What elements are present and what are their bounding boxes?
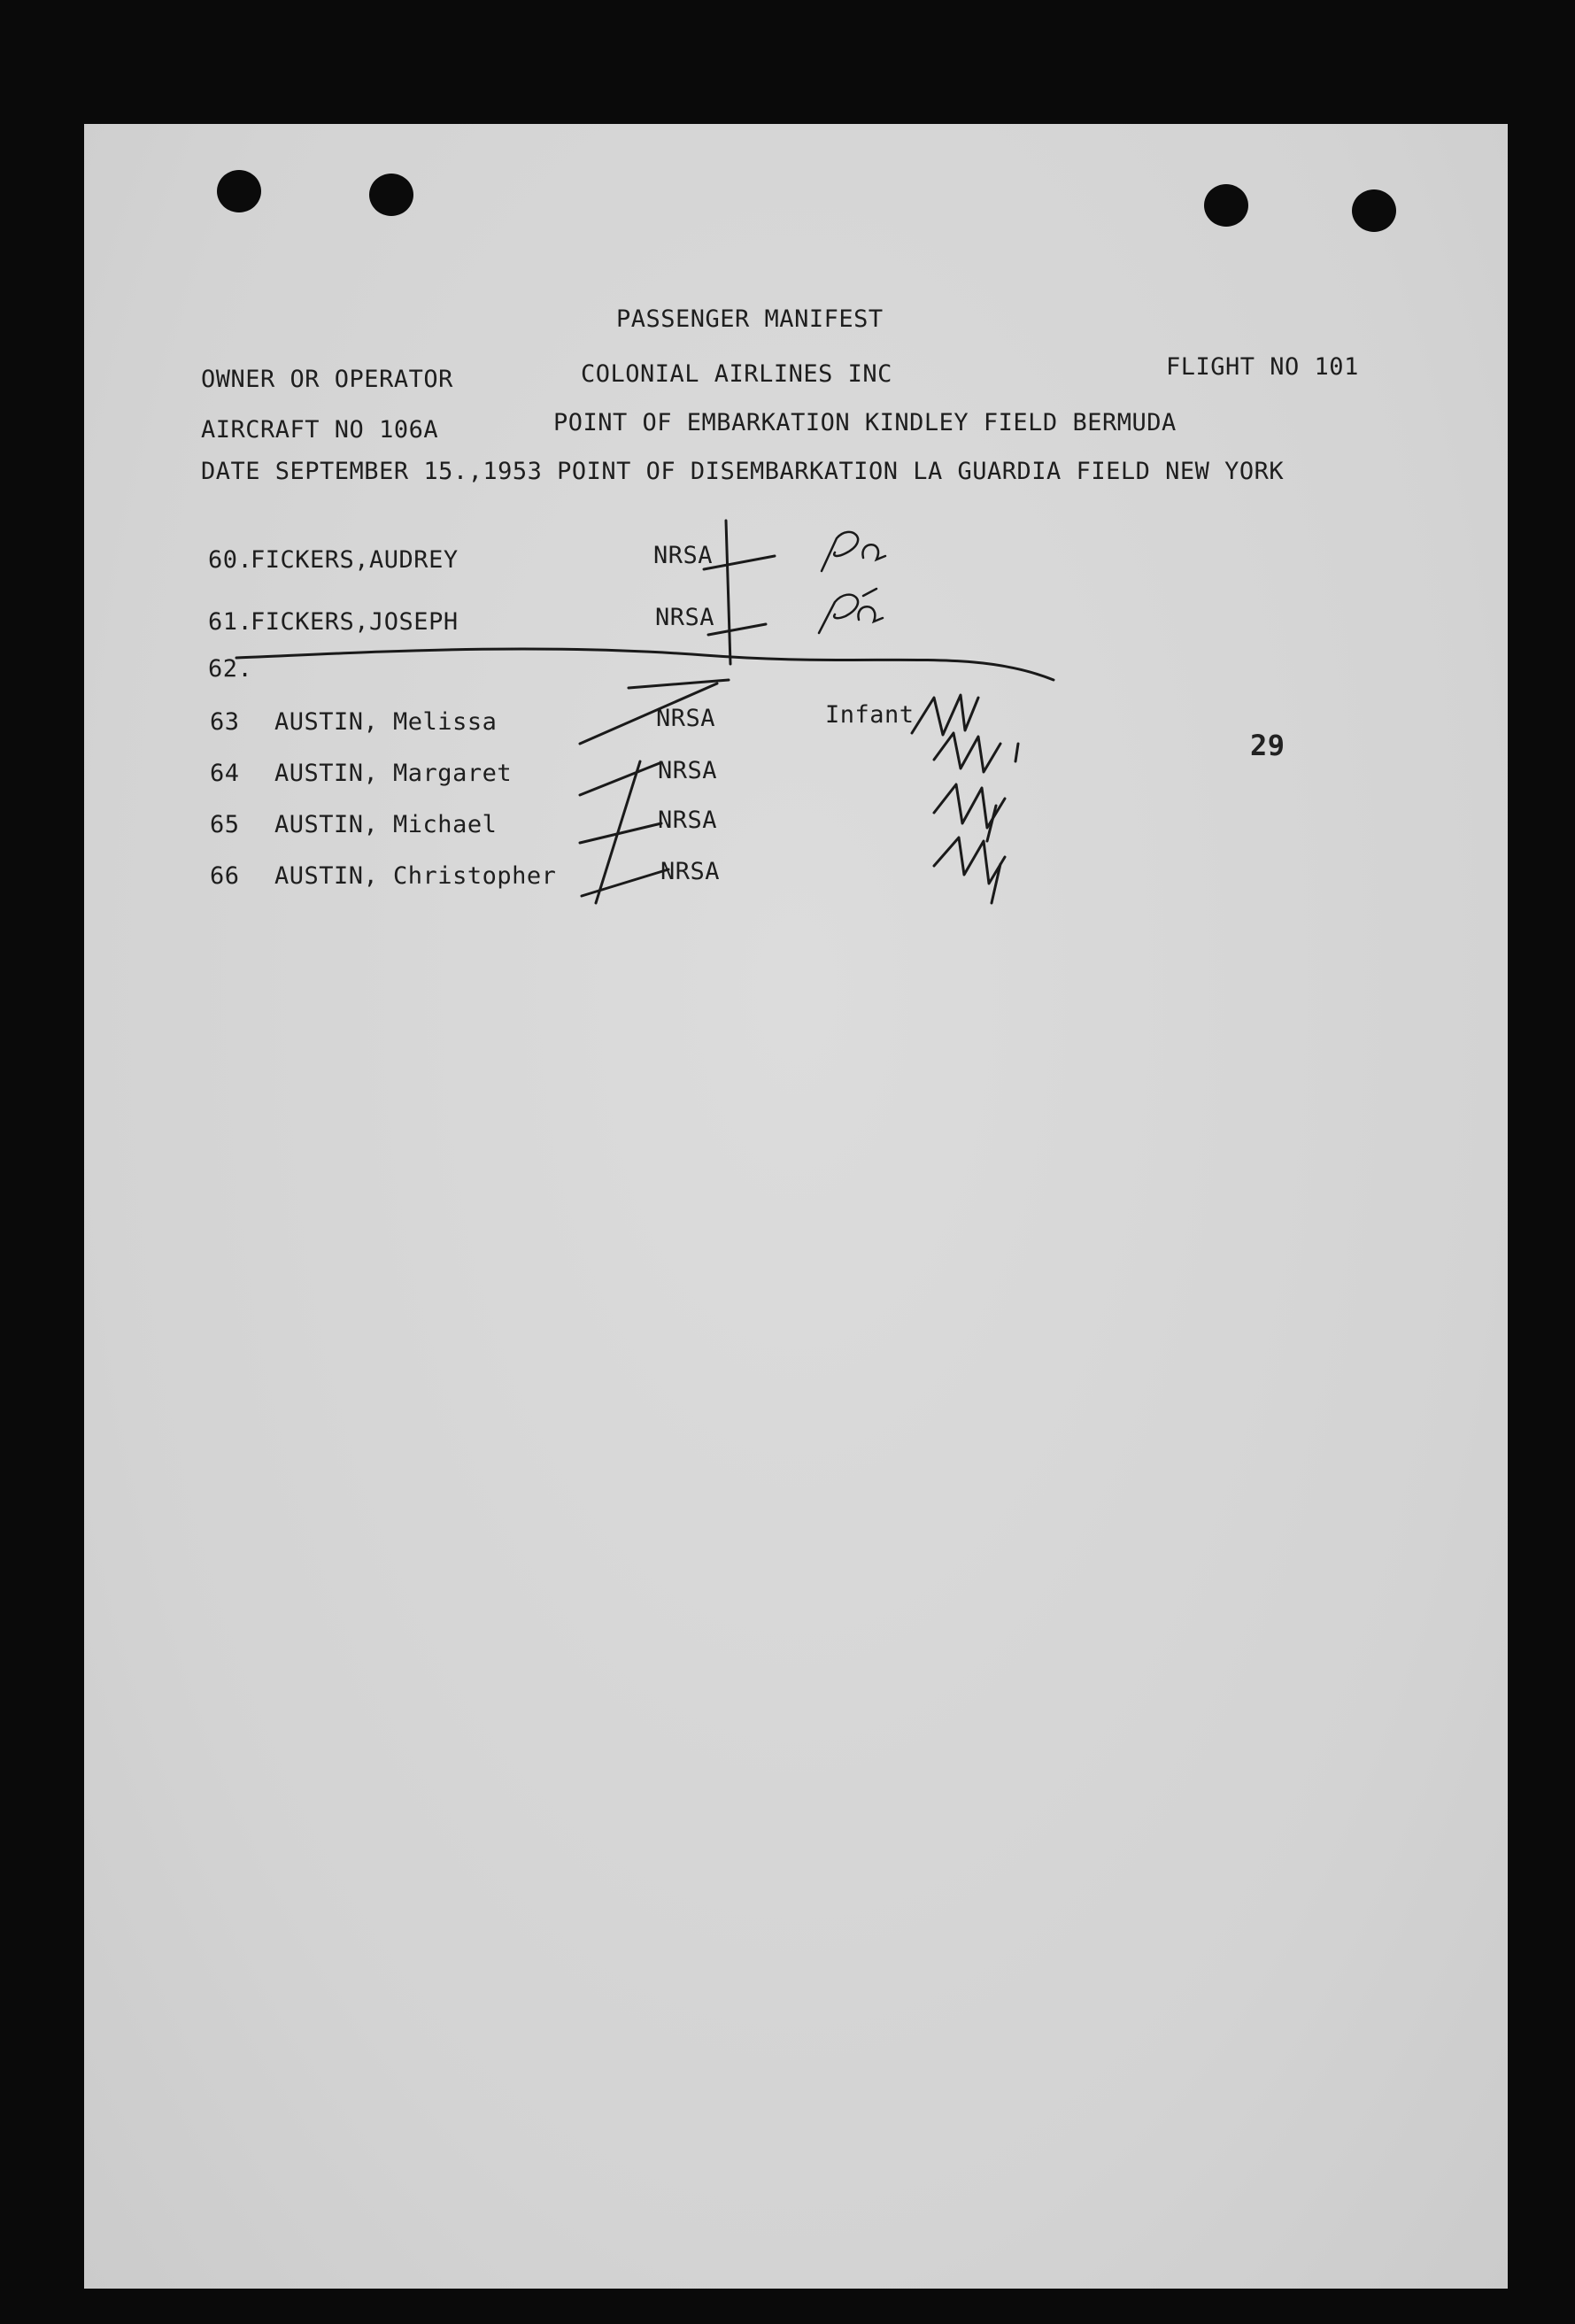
entry-num: 60. — [208, 546, 253, 574]
entry-status: NRSA — [658, 807, 718, 834]
page-number: 29 — [1250, 729, 1285, 762]
entry-name: AUSTIN, Melissa — [274, 708, 498, 736]
owner-value: COLONIAL AIRLINES INC — [581, 360, 892, 388]
manifest-page — [84, 124, 1508, 2289]
entry-name: AUSTIN, Christopher — [274, 862, 557, 890]
strike-line — [236, 649, 1054, 680]
entry-status: NRSA — [655, 604, 715, 631]
entry-num: 65 — [210, 811, 240, 838]
manifest-title: PASSENGER MANIFEST — [616, 305, 884, 333]
check-mark — [726, 521, 730, 664]
entry-note: Infant — [825, 701, 915, 729]
entry-name: FICKERS,AUDREY — [251, 546, 459, 574]
entry-num: 64 — [210, 760, 240, 787]
flight-number: FLIGHT NO 101 — [1166, 353, 1359, 381]
entry-num: 61. — [208, 608, 253, 636]
entry-name: AUSTIN, Michael — [274, 811, 498, 838]
aircraft-number: AIRCRAFT NO 106A — [201, 416, 439, 444]
entry-status: NRSA — [653, 542, 714, 569]
entry-name: AUSTIN, Margaret — [274, 760, 513, 787]
owner-label: OWNER OR OPERATOR — [201, 366, 453, 393]
entry-status: NRSA — [660, 858, 721, 885]
entry-num: 62. — [208, 655, 253, 683]
date-disembarkation-line: DATE SEPTEMBER 15.,1953 POINT OF DISEMBARKATION LA GUARDIA FIELD NEW YORK — [201, 458, 1285, 485]
embarkation-point: POINT OF EMBARKATION KINDLEY FIELD BERMUDA — [553, 409, 1177, 436]
entry-status: NRSA — [658, 757, 718, 784]
entry-num: 63 — [210, 708, 240, 736]
handwritten-annotations — [84, 124, 1508, 2289]
entry-status: NRSA — [656, 705, 716, 732]
entry-num: 66 — [210, 862, 240, 890]
entry-name: FICKERS,JOSEPH — [251, 608, 459, 636]
handwritten-initials — [819, 532, 885, 633]
